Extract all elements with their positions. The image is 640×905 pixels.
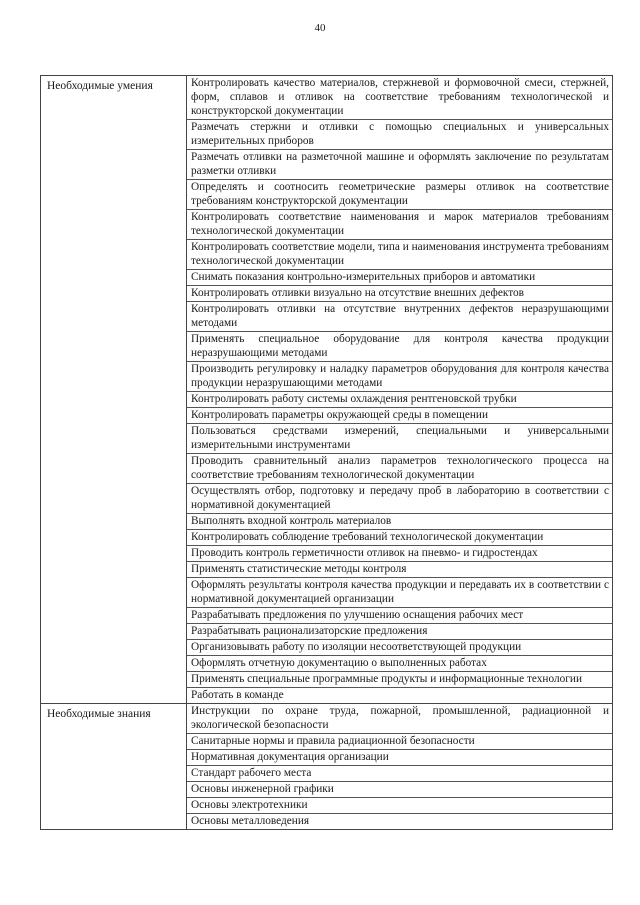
list-item: Производить регулировку и наладку параметров оборудования для контроля качества продукции неразрушающими методами	[187, 362, 612, 392]
section-items-list	[187, 76, 612, 703]
list-item: Контролировать соответствие модели, типа и наименования инструмента требованиям технологической документации	[187, 240, 612, 270]
list-item: Контролировать отливки визуально на отсутствие внешних дефектов	[187, 286, 612, 302]
section-label: Необходимые знания	[41, 704, 187, 830]
requirements-table-body	[41, 76, 613, 830]
list-item: Проводить контроль герметичности отливок на пневмо- и гидростендах	[187, 546, 612, 562]
list-item: Контролировать соответствие наименования и марок материалов требованиям технологической документации	[187, 210, 612, 240]
list-item: Применять специальные программные продукты и информационные технологии	[187, 672, 612, 688]
list-item: Разрабатывать рационализаторские предложения	[187, 624, 612, 640]
page-number: 40	[314, 22, 326, 34]
list-item: Контролировать параметры окружающей среды в помещении	[187, 408, 612, 424]
list-item: Пользоваться средствами измерений, специальными и универсальными измерительными инструментами	[187, 424, 612, 454]
section-row	[41, 704, 613, 830]
list-item: Контролировать отливки на отсутствие внутренних дефектов неразрушающими методами	[187, 302, 612, 332]
list-item: Работать в команде	[191, 689, 284, 701]
section-row	[41, 76, 613, 704]
section-label: Необходимые умения	[41, 76, 187, 704]
list-item: Санитарные нормы и правила радиационной безопасности	[187, 734, 612, 750]
list-item: Нормативная документация организации	[187, 750, 612, 766]
list-item: Контролировать качество материалов, стержневой и формовочной смеси, стержней, форм, сплавов и отливок на соответствие требованиям технологической и конструкторской документации	[187, 76, 612, 120]
list-item: Применять специальное оборудование для контроля качества продукции неразрушающими методами	[187, 332, 612, 362]
list-item: Организовывать работу по изоляции несоответствующей продукции	[187, 640, 612, 656]
section-items-list	[187, 704, 612, 829]
list-item: Основы металловедения	[191, 815, 310, 827]
list-item: Основы электротехники	[187, 798, 612, 814]
list-item: Стандарт рабочего места	[187, 766, 612, 782]
list-item: Разрабатывать предложения по улучшению оснащения рабочих мест	[187, 608, 612, 624]
list-item: Размечать отливки на разметочной машине и оформлять заключение по результатам разметки отливки	[187, 150, 612, 180]
list-item: Выполнять входной контроль материалов	[187, 514, 612, 530]
list-item: Осуществлять отбор, подготовку и передачу проб в лабораторию в соответствии с нормативной документацией	[187, 484, 612, 514]
requirements-table	[40, 75, 613, 830]
list-item: Применять статистические методы контроля	[187, 562, 612, 578]
list-item: Определять и соотносить геометрические размеры отливок на соответствие требованиям конструкторской документации	[187, 180, 612, 210]
list-item: Контролировать соблюдение требований технологической документации	[187, 530, 612, 546]
list-item: Снимать показания контрольно-измерительных приборов и автоматики	[187, 270, 612, 286]
list-item: Контролировать работу системы охлаждения рентгеновской трубки	[187, 392, 612, 408]
list-item: Основы инженерной графики	[187, 782, 612, 798]
list-item: Размечать стержни и отливки с помощью специальных и универсальных измерительных приборов	[187, 120, 612, 150]
list-item: Оформлять отчетную документацию о выполненных работах	[187, 656, 612, 672]
list-item: Проводить сравнительный анализ параметров технологического процесса на соответствие требованиям технологической документации	[187, 454, 612, 484]
section-items-cell	[187, 704, 613, 830]
list-item: Инструкции по охране труда, пожарной, промышленной, радиационной и экологической безопасности	[187, 704, 612, 734]
section-items-cell	[187, 76, 613, 704]
list-item: Оформлять результаты контроля качества продукции и передавать их в соответствии с нормативной документацией организации	[187, 578, 612, 608]
